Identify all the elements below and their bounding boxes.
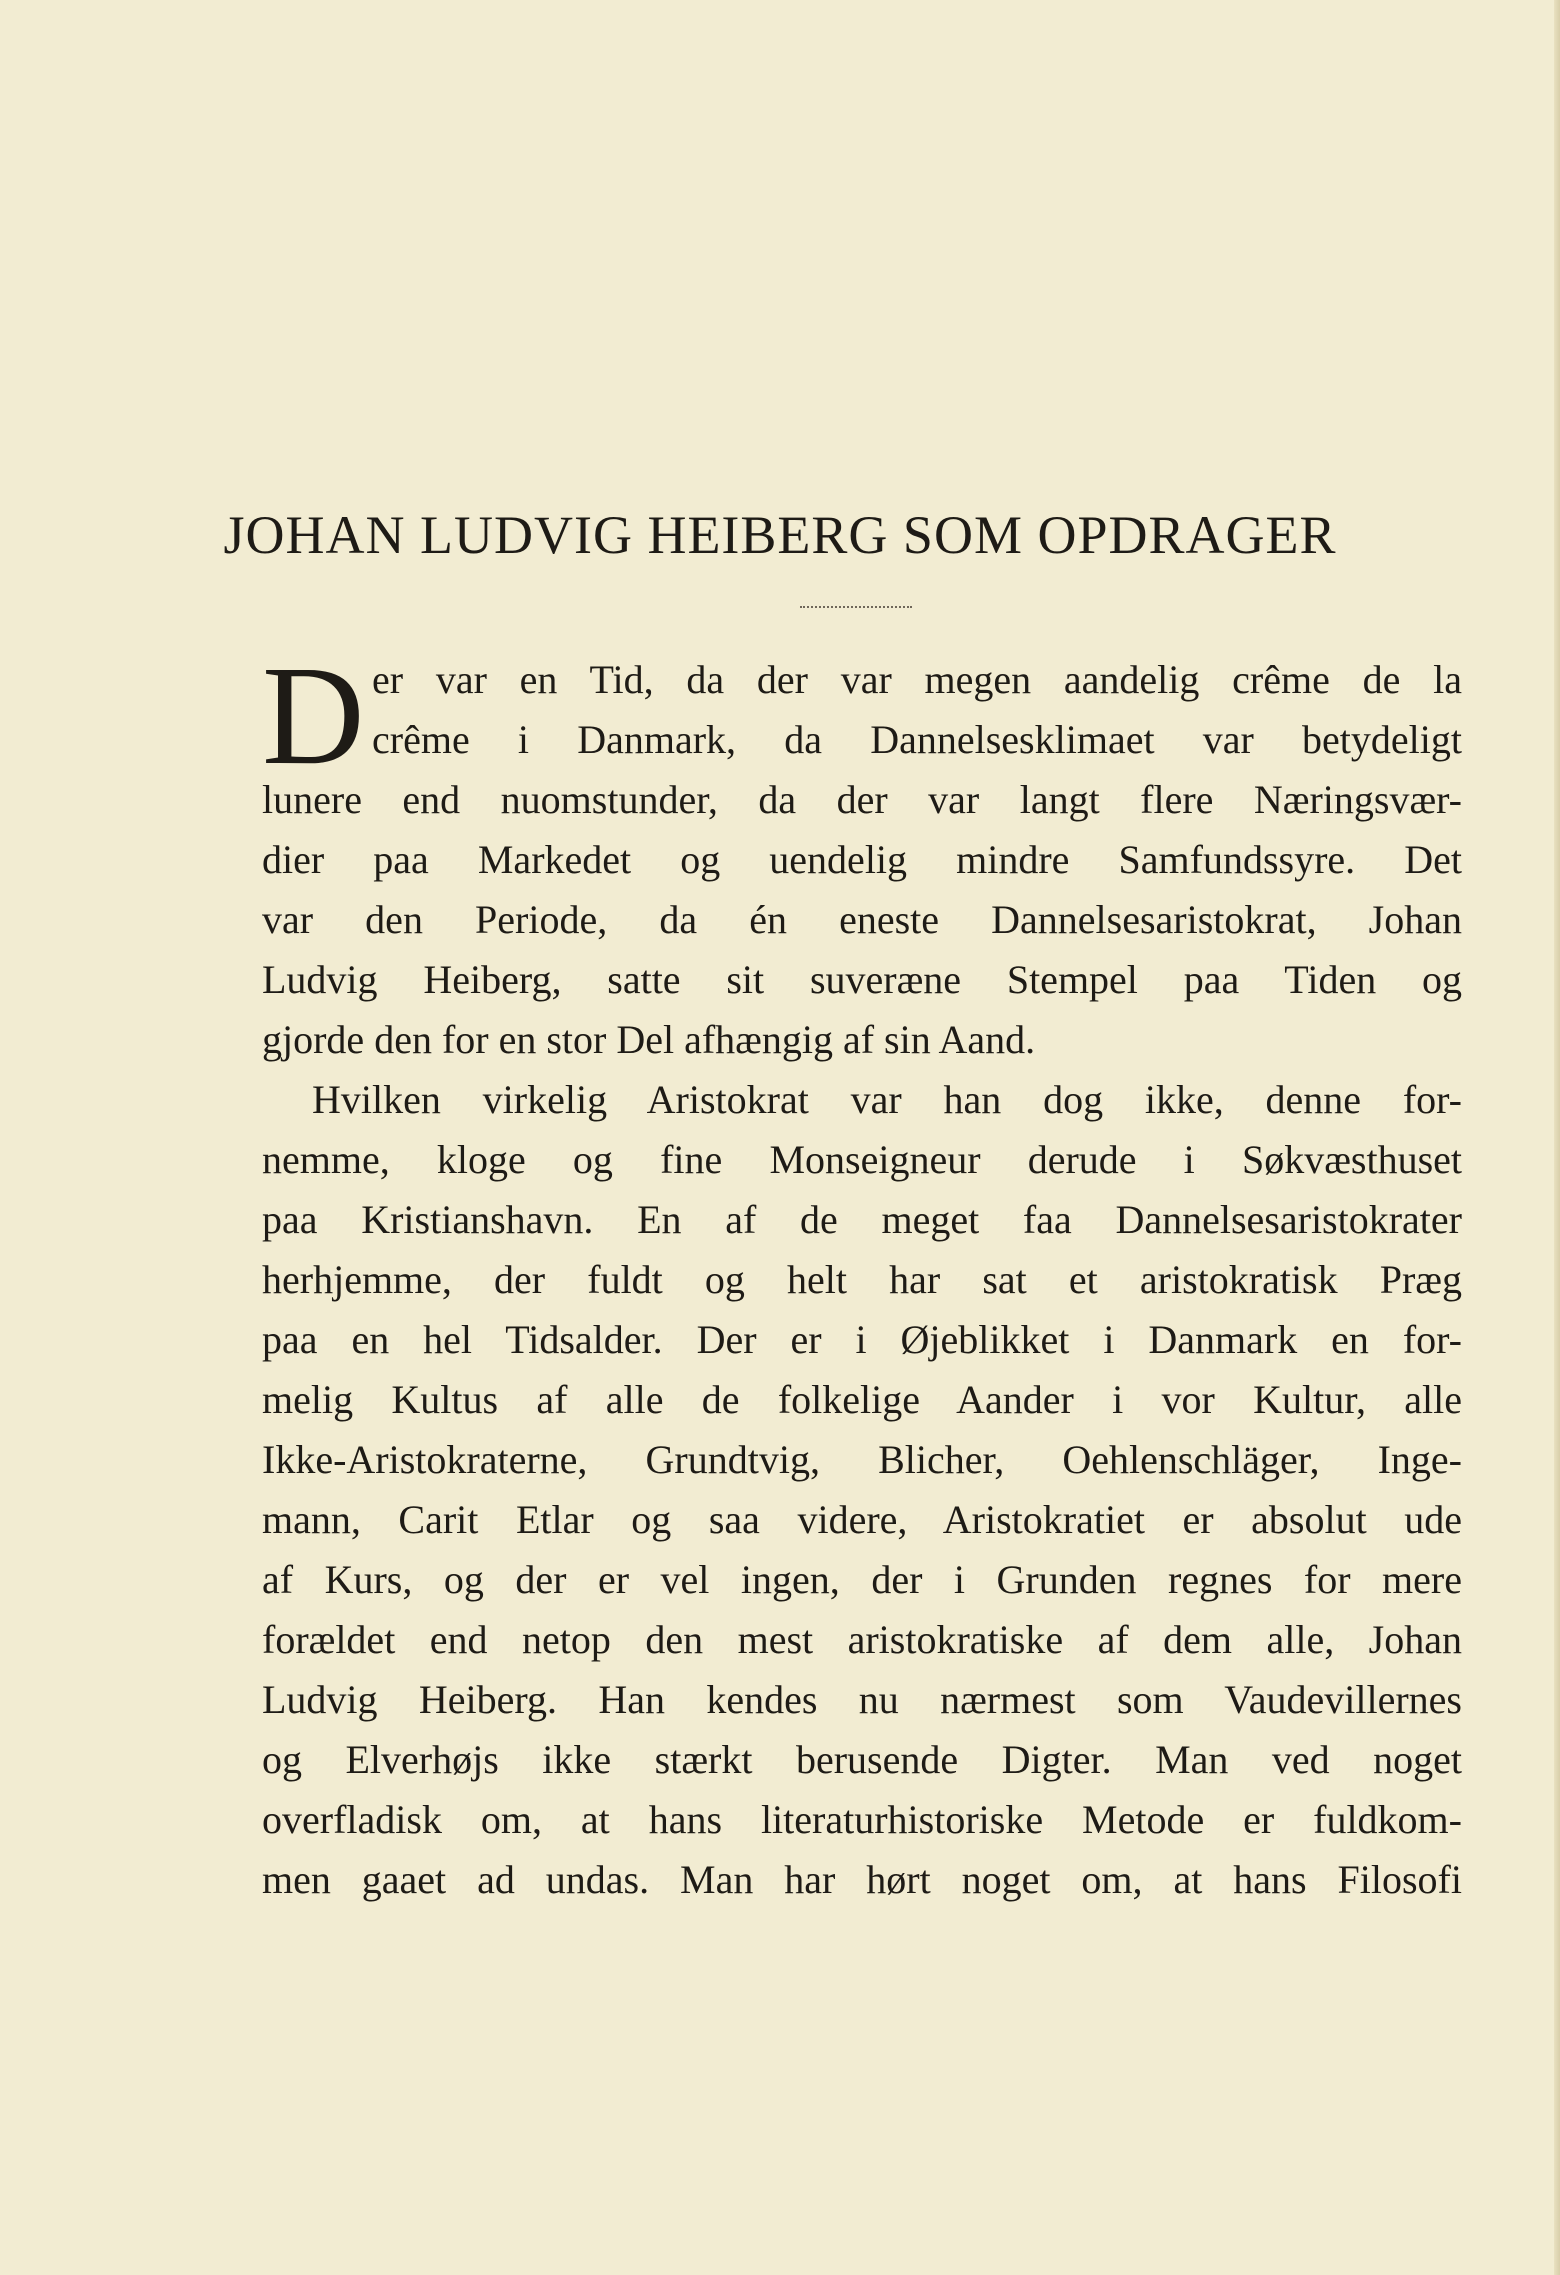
text-line: melig Kultus af alle de folkelige Aander i vor Kultur, alle bbox=[262, 1377, 1462, 1422]
text-line: dier paa Markedet og uendelig mindre Samfundssyre. Det bbox=[262, 837, 1462, 882]
text-line: Ikke-Aristokraterne, Grundtvig, Blicher, Oehlenschläger, Inge- bbox=[262, 1437, 1462, 1482]
text-line: lunere end nuomstunder, da der var langt flere Næringsvær- bbox=[262, 777, 1462, 822]
text-line: gjorde den for en stor Del afhængig af sin Aand. bbox=[262, 1017, 1036, 1062]
text-line: paa en hel Tidsalder. Der er i Øjeblikket i Danmark en for- bbox=[262, 1317, 1462, 1362]
text-line: Ludvig Heiberg. Han kendes nu nærmest som Vaudevillernes bbox=[262, 1677, 1462, 1722]
chapter-title: JOHAN LUDVIG HEIBERG SOM OPDRAGER bbox=[223, 505, 1337, 565]
title-ornament-rule bbox=[800, 606, 912, 608]
text-line: og Elverhøjs ikke stærkt berusende Digter. Man ved noget bbox=[262, 1737, 1462, 1782]
body-text bbox=[262, 636, 1462, 1910]
text-line: forældet end netop den mest aristokratiske af dem alle, Johan bbox=[262, 1617, 1462, 1662]
text-line: men gaaet ad undas. Man har hørt noget om, at hans Filosofi bbox=[262, 1857, 1462, 1902]
text-line: nemme, kloge og fine Monseigneur derude i Søkvæsthuset bbox=[262, 1137, 1462, 1182]
text-line: Hvilken virkelig Aristokrat var han dog ikke, denne for- bbox=[312, 1077, 1462, 1122]
text-line: overfladisk om, at hans literaturhistoriske Metode er fuldkom- bbox=[262, 1797, 1462, 1842]
text-line: Ludvig Heiberg, satte sit suveræne Stempel paa Tiden og bbox=[262, 957, 1462, 1002]
text-line: paa Kristianshavn. En af de meget faa Dannelsesaristokrater bbox=[262, 1197, 1462, 1242]
text-line: er var en Tid, da der var megen aandelig crême de la bbox=[372, 657, 1462, 702]
text-line: af Kurs, og der er vel ingen, der i Grunden regnes for mere bbox=[262, 1557, 1462, 1602]
text-line: herhjemme, der fuldt og helt har sat et aristokratisk Præg bbox=[262, 1257, 1462, 1302]
drop-cap: D bbox=[262, 636, 365, 794]
text-line: var den Periode, da én eneste Dannelsesaristokrat, Johan bbox=[262, 897, 1462, 942]
text-line: crême i Danmark, da Dannelsesklimaet var betydeligt bbox=[372, 717, 1462, 762]
text-line: mann, Carit Etlar og saa videre, Aristokratiet er absolut ude bbox=[262, 1497, 1462, 1542]
